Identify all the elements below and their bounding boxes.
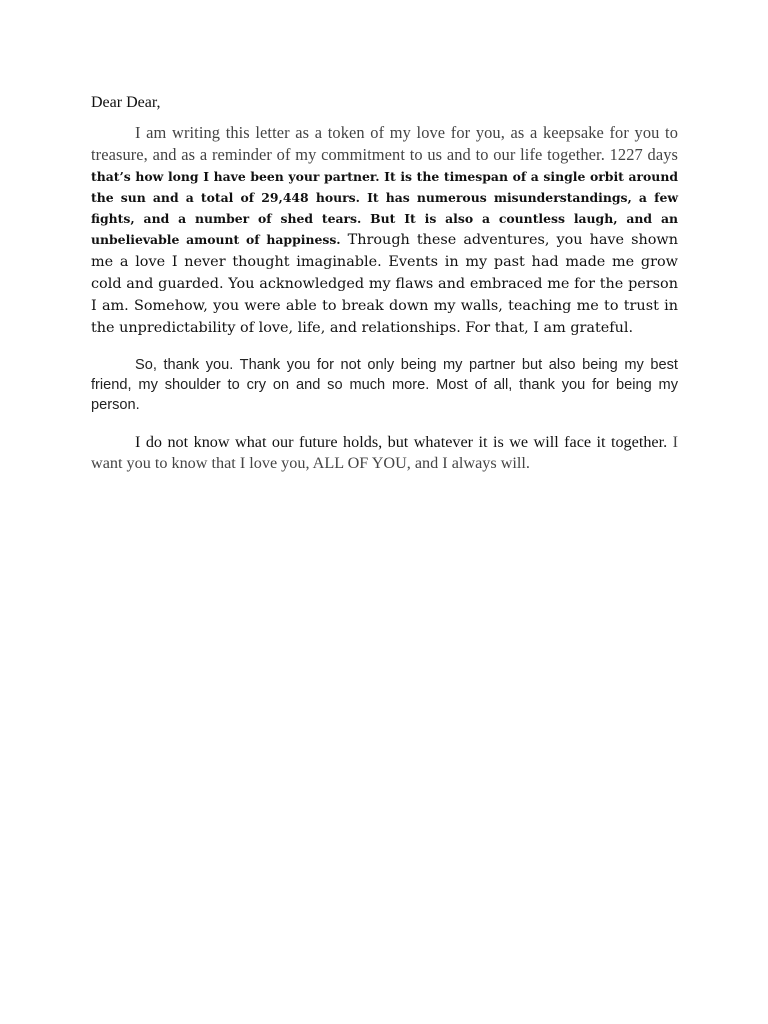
salutation: Dear Dear, — [91, 94, 161, 111]
paragraph-love-token-intro: I am writing this letter as a token of my love for you, as a keepsake for you to treasure, and as a reminder of my commitment to us and to our life together. 1227 days — [91, 123, 678, 164]
paragraph-love-token — [91, 122, 678, 339]
paragraph-future-closing: I want you to know that I love you, ALL OF YOU, and I always will. — [91, 433, 678, 472]
paragraph-love-token-adventures: Through these adventures, you have shown me a love I never thought imaginable. Events in my past had made me grow cold and guarded. You acknowledged my flaws and embraced me for the person I am. Somehow, you were able to break down my walls, teaching me to trust in the unpredictability of love, life, and relationships. For that, I am grateful. — [91, 232, 678, 336]
paragraph-love-token-days: that’s how long I have been your partner. It is the timespan of a single orbit around the sun and a total of 29,448 hours. It has numerous misunderstandings, a few fights, and a number of shed tears. But It is also a countless laugh, and an unbelievable amount of happiness. — [91, 169, 678, 247]
paragraph-thank-you: So, thank you. Thank you for not only being my partner but also being my best friend, my shoulder to cry on and so much more. Most of all, thank you for being my person. — [91, 357, 678, 413]
paragraph-future — [91, 432, 678, 474]
letter-body — [91, 92, 678, 474]
paragraph-future-intro: I do not know what our future holds, but whatever it is we will face it together. — [135, 433, 668, 451]
